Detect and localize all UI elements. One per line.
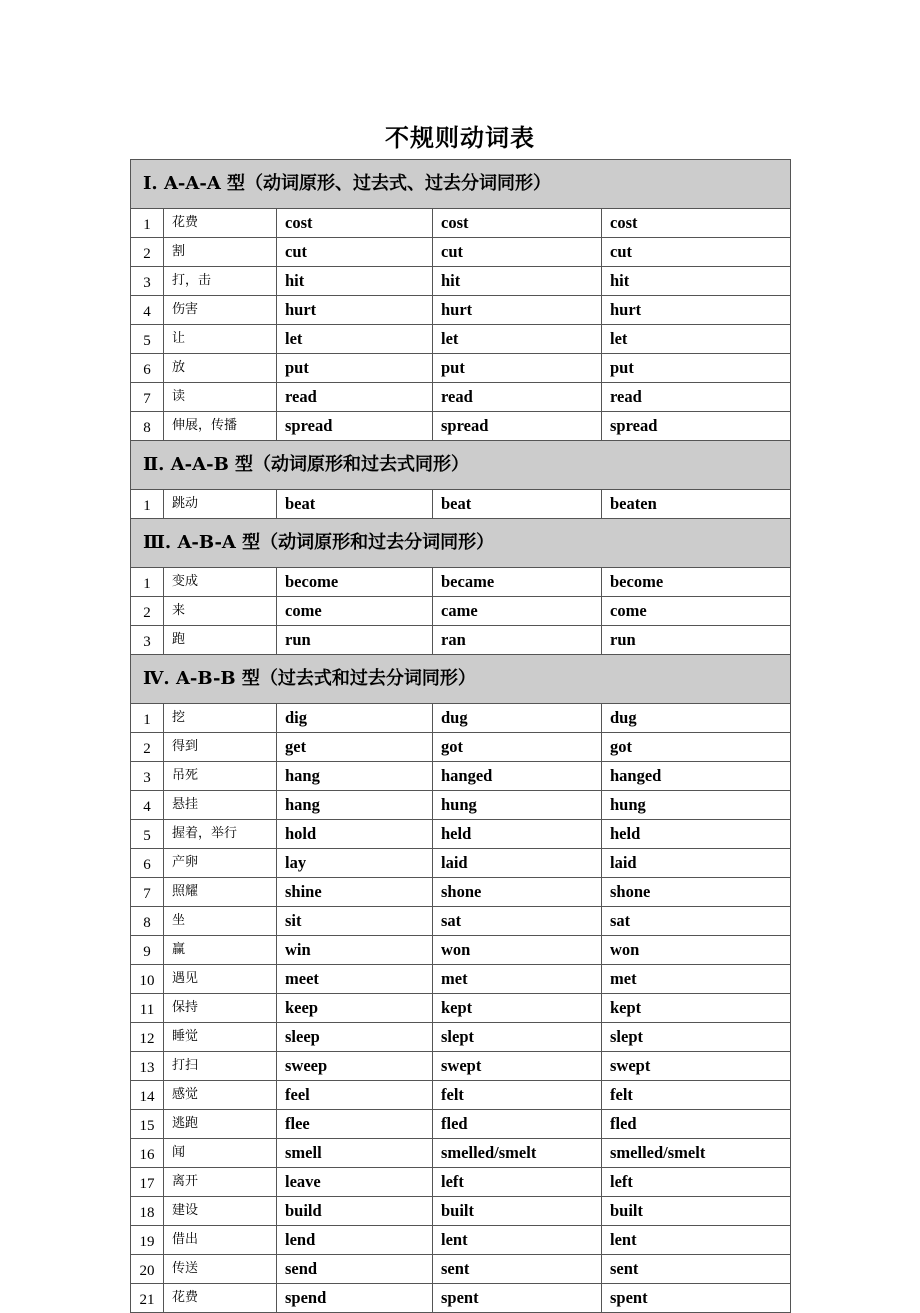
base-form: hold: [277, 820, 433, 849]
past-tense: hit: [433, 267, 602, 296]
row-number: 3: [131, 762, 164, 791]
row-number: 3: [131, 267, 164, 296]
past-participle: swept: [602, 1052, 791, 1081]
section-header-row: [131, 519, 791, 568]
past-participle: smelled/smelt: [602, 1139, 791, 1168]
table-row: [131, 1139, 791, 1168]
past-participle: built: [602, 1197, 791, 1226]
table-row: [131, 1023, 791, 1052]
base-form: lend: [277, 1226, 433, 1255]
base-form: become: [277, 568, 433, 597]
chinese-meaning: 产卵: [164, 849, 277, 878]
row-number: 2: [131, 238, 164, 267]
base-form: shine: [277, 878, 433, 907]
row-number: 20: [131, 1255, 164, 1284]
base-form: send: [277, 1255, 433, 1284]
table-row: [131, 762, 791, 791]
table-row: [131, 1197, 791, 1226]
past-participle: felt: [602, 1081, 791, 1110]
past-tense: became: [433, 568, 602, 597]
past-participle: laid: [602, 849, 791, 878]
base-form: read: [277, 383, 433, 412]
past-tense: swept: [433, 1052, 602, 1081]
past-tense: put: [433, 354, 602, 383]
base-form: hit: [277, 267, 433, 296]
past-tense: slept: [433, 1023, 602, 1052]
past-tense: came: [433, 597, 602, 626]
table-row: [131, 1052, 791, 1081]
past-tense: met: [433, 965, 602, 994]
chinese-meaning: 感觉: [164, 1081, 277, 1110]
base-form: get: [277, 733, 433, 762]
table-row: [131, 733, 791, 762]
past-tense: ran: [433, 626, 602, 655]
past-tense: spent: [433, 1284, 602, 1313]
section-header-row: [131, 160, 791, 209]
row-number: 10: [131, 965, 164, 994]
chinese-meaning: 握着，举行: [164, 820, 277, 849]
chinese-meaning: 得到: [164, 733, 277, 762]
row-number: 6: [131, 849, 164, 878]
past-participle: sent: [602, 1255, 791, 1284]
row-number: 14: [131, 1081, 164, 1110]
past-tense: fled: [433, 1110, 602, 1139]
row-number: 1: [131, 209, 164, 238]
table-row: [131, 936, 791, 965]
past-participle: met: [602, 965, 791, 994]
row-number: 1: [131, 704, 164, 733]
table-row: [131, 354, 791, 383]
chinese-meaning: 逃跑: [164, 1110, 277, 1139]
base-form: hang: [277, 762, 433, 791]
past-tense: hung: [433, 791, 602, 820]
base-form: spread: [277, 412, 433, 441]
row-number: 7: [131, 878, 164, 907]
chinese-meaning: 伤害: [164, 296, 277, 325]
base-form: spend: [277, 1284, 433, 1313]
row-number: 4: [131, 791, 164, 820]
table-row: [131, 1110, 791, 1139]
chinese-meaning: 闻: [164, 1139, 277, 1168]
chinese-meaning: 读: [164, 383, 277, 412]
row-number: 4: [131, 296, 164, 325]
row-number: 15: [131, 1110, 164, 1139]
chinese-meaning: 跑: [164, 626, 277, 655]
row-number: 5: [131, 325, 164, 354]
row-number: 3: [131, 626, 164, 655]
past-participle: sat: [602, 907, 791, 936]
row-number: 2: [131, 733, 164, 762]
base-form: keep: [277, 994, 433, 1023]
base-form: sleep: [277, 1023, 433, 1052]
past-tense: sat: [433, 907, 602, 936]
base-form: feel: [277, 1081, 433, 1110]
row-number: 16: [131, 1139, 164, 1168]
chinese-meaning: 伸展，传播: [164, 412, 277, 441]
table-row: [131, 820, 791, 849]
past-participle: spread: [602, 412, 791, 441]
chinese-meaning: 建设: [164, 1197, 277, 1226]
table-row: [131, 383, 791, 412]
table-row: [131, 238, 791, 267]
past-participle: left: [602, 1168, 791, 1197]
section-header-row: [131, 655, 791, 704]
table-row: [131, 907, 791, 936]
section-heading: Ⅳ. A-B-B 型（过去式和过去分词同形）: [131, 655, 791, 704]
chinese-meaning: 来: [164, 597, 277, 626]
chinese-meaning: 让: [164, 325, 277, 354]
table-row: [131, 412, 791, 441]
chinese-meaning: 坐: [164, 907, 277, 936]
row-number: 2: [131, 597, 164, 626]
row-number: 13: [131, 1052, 164, 1081]
base-form: smell: [277, 1139, 433, 1168]
row-number: 7: [131, 383, 164, 412]
row-number: 17: [131, 1168, 164, 1197]
past-participle: spent: [602, 1284, 791, 1313]
past-tense: kept: [433, 994, 602, 1023]
table-row: [131, 994, 791, 1023]
chinese-meaning: 打，击: [164, 267, 277, 296]
row-number: 18: [131, 1197, 164, 1226]
chinese-meaning: 睡觉: [164, 1023, 277, 1052]
past-tense: let: [433, 325, 602, 354]
past-participle: got: [602, 733, 791, 762]
row-number: 6: [131, 354, 164, 383]
base-form: run: [277, 626, 433, 655]
row-number: 5: [131, 820, 164, 849]
row-number: 9: [131, 936, 164, 965]
section-heading: Ⅱ. A-A-B 型（动词原形和过去式同形）: [131, 441, 791, 490]
table-row: [131, 878, 791, 907]
base-form: win: [277, 936, 433, 965]
past-participle: read: [602, 383, 791, 412]
base-form: come: [277, 597, 433, 626]
base-form: beat: [277, 490, 433, 519]
row-number: 8: [131, 412, 164, 441]
table-row: [131, 1081, 791, 1110]
past-participle: shone: [602, 878, 791, 907]
past-participle: dug: [602, 704, 791, 733]
past-participle: become: [602, 568, 791, 597]
past-participle: cost: [602, 209, 791, 238]
past-participle: hanged: [602, 762, 791, 791]
section-heading: Ⅰ. A-A-A 型（动词原形、过去式、过去分词同形）: [131, 160, 791, 209]
past-tense: spread: [433, 412, 602, 441]
chinese-meaning: 赢: [164, 936, 277, 965]
chinese-meaning: 遇见: [164, 965, 277, 994]
past-tense: laid: [433, 849, 602, 878]
table-row: [131, 1168, 791, 1197]
past-tense: lent: [433, 1226, 602, 1255]
chinese-meaning: 传送: [164, 1255, 277, 1284]
base-form: hang: [277, 791, 433, 820]
chinese-meaning: 离开: [164, 1168, 277, 1197]
base-form: build: [277, 1197, 433, 1226]
past-participle: slept: [602, 1023, 791, 1052]
past-participle: kept: [602, 994, 791, 1023]
past-tense: built: [433, 1197, 602, 1226]
table-row: [131, 965, 791, 994]
base-form: flee: [277, 1110, 433, 1139]
row-number: 1: [131, 490, 164, 519]
past-tense: smelled/smelt: [433, 1139, 602, 1168]
chinese-meaning: 打扫: [164, 1052, 277, 1081]
chinese-meaning: 保持: [164, 994, 277, 1023]
past-tense: read: [433, 383, 602, 412]
past-participle: held: [602, 820, 791, 849]
base-form: put: [277, 354, 433, 383]
table-row: [131, 849, 791, 878]
row-number: 1: [131, 568, 164, 597]
past-participle: cut: [602, 238, 791, 267]
table-row: [131, 704, 791, 733]
past-participle: hurt: [602, 296, 791, 325]
table-row: [131, 1226, 791, 1255]
past-tense: hurt: [433, 296, 602, 325]
chinese-meaning: 花费: [164, 1284, 277, 1313]
row-number: 21: [131, 1284, 164, 1313]
page-title: 不规则动词表: [385, 123, 535, 152]
base-form: leave: [277, 1168, 433, 1197]
past-tense: felt: [433, 1081, 602, 1110]
past-tense: hanged: [433, 762, 602, 791]
chinese-meaning: 跳动: [164, 490, 277, 519]
irregular-verbs-table: [130, 159, 791, 1313]
base-form: lay: [277, 849, 433, 878]
table-row: [131, 325, 791, 354]
base-form: cut: [277, 238, 433, 267]
past-tense: held: [433, 820, 602, 849]
base-form: sweep: [277, 1052, 433, 1081]
table-row: [131, 568, 791, 597]
base-form: cost: [277, 209, 433, 238]
base-form: sit: [277, 907, 433, 936]
chinese-meaning: 割: [164, 238, 277, 267]
table-row: [131, 791, 791, 820]
past-tense: dug: [433, 704, 602, 733]
past-tense: shone: [433, 878, 602, 907]
table-row: [131, 626, 791, 655]
row-number: 12: [131, 1023, 164, 1052]
past-tense: cut: [433, 238, 602, 267]
base-form: hurt: [277, 296, 433, 325]
chinese-meaning: 放: [164, 354, 277, 383]
past-tense: got: [433, 733, 602, 762]
past-tense: cost: [433, 209, 602, 238]
chinese-meaning: 变成: [164, 568, 277, 597]
chinese-meaning: 挖: [164, 704, 277, 733]
past-participle: let: [602, 325, 791, 354]
chinese-meaning: 吊死: [164, 762, 277, 791]
past-participle: lent: [602, 1226, 791, 1255]
table-row: [131, 296, 791, 325]
chinese-meaning: 照耀: [164, 878, 277, 907]
past-participle: come: [602, 597, 791, 626]
base-form: dig: [277, 704, 433, 733]
table-row: [131, 1255, 791, 1284]
past-tense: won: [433, 936, 602, 965]
table-row: [131, 209, 791, 238]
table-row: [131, 597, 791, 626]
row-number: 19: [131, 1226, 164, 1255]
base-form: let: [277, 325, 433, 354]
table-row: [131, 267, 791, 296]
past-tense: sent: [433, 1255, 602, 1284]
row-number: 11: [131, 994, 164, 1023]
past-participle: beaten: [602, 490, 791, 519]
past-tense: left: [433, 1168, 602, 1197]
chinese-meaning: 借出: [164, 1226, 277, 1255]
past-participle: put: [602, 354, 791, 383]
past-participle: hung: [602, 791, 791, 820]
section-header-row: [131, 441, 791, 490]
past-tense: beat: [433, 490, 602, 519]
chinese-meaning: 悬挂: [164, 791, 277, 820]
row-number: 8: [131, 907, 164, 936]
past-participle: fled: [602, 1110, 791, 1139]
chinese-meaning: 花费: [164, 209, 277, 238]
base-form: meet: [277, 965, 433, 994]
past-participle: hit: [602, 267, 791, 296]
section-heading: Ⅲ. A-B-A 型（动词原形和过去分词同形）: [131, 519, 791, 568]
past-participle: run: [602, 626, 791, 655]
past-participle: won: [602, 936, 791, 965]
table-row: [131, 1284, 791, 1313]
table-row: [131, 490, 791, 519]
